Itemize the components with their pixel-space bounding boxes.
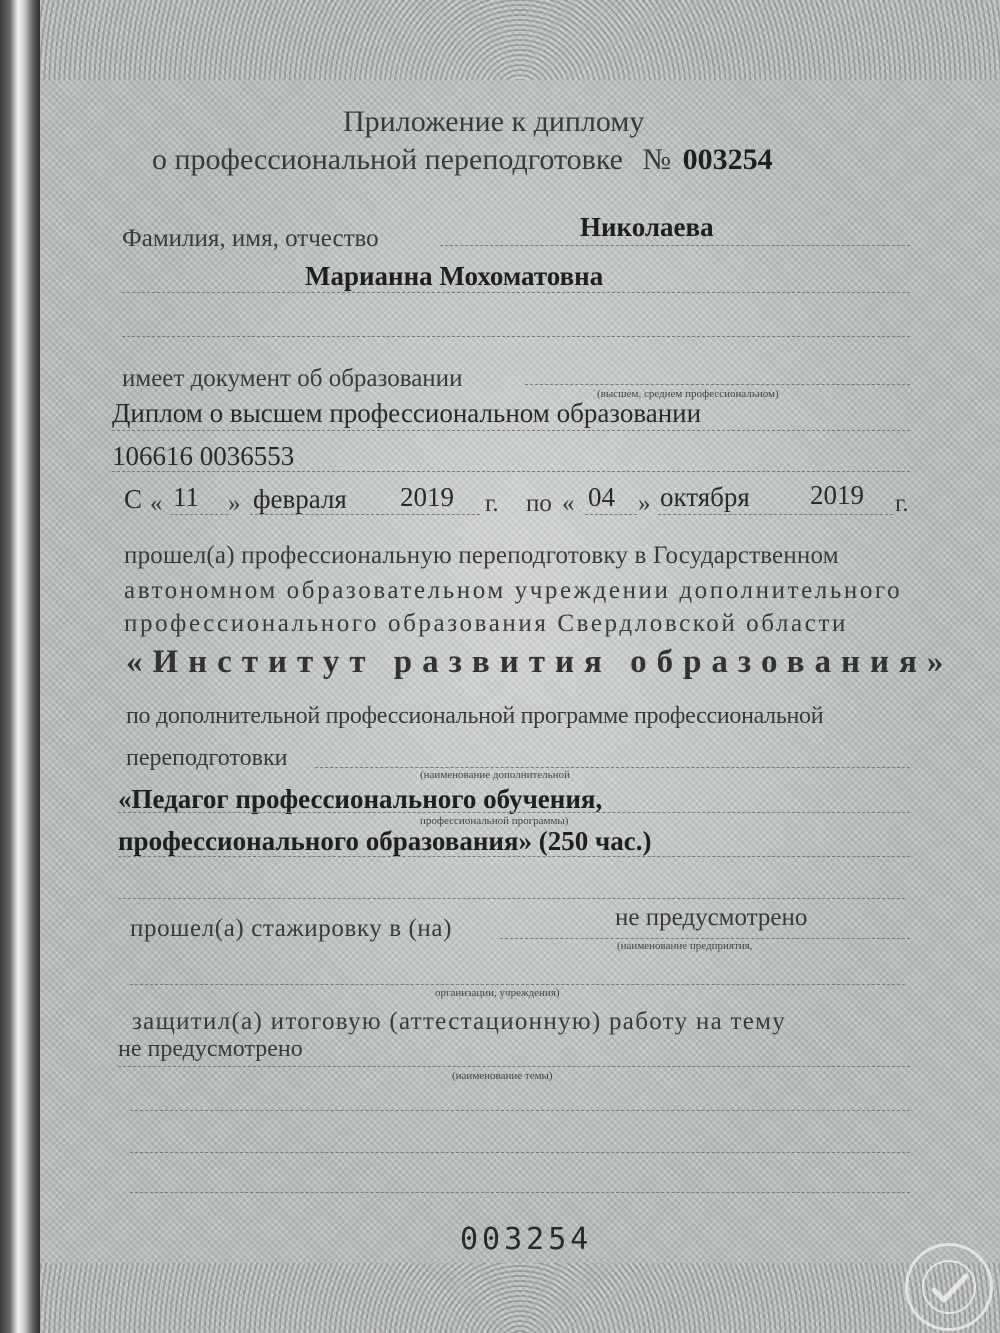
education-label: имеет документ об образовании xyxy=(122,365,463,392)
rule-program-2 xyxy=(118,812,910,813)
rule-education-1 xyxy=(525,384,910,385)
period-from-day: 11 xyxy=(173,482,199,512)
surname-value: Николаева xyxy=(580,212,714,242)
training-line-3: профессионального образования Свердловской области xyxy=(124,610,848,637)
training-line-1: прошел(а) профессиональную переподготовку в Государственном xyxy=(124,542,839,569)
internship-label: прошел(а) стажировку в (на) xyxy=(130,915,452,942)
guilloche-border-bottom xyxy=(40,1263,1000,1333)
rule-thesis-2 xyxy=(130,1110,910,1111)
guilloche-border-top xyxy=(40,0,1000,80)
number-sign: № xyxy=(642,143,672,176)
rule-to-month xyxy=(658,514,893,515)
rule-to-day xyxy=(585,514,637,515)
page-title: Приложение к диплому xyxy=(343,105,645,138)
rule-fio-3 xyxy=(122,336,910,337)
period-to-day: 04 xyxy=(588,482,615,512)
rule-internship-1 xyxy=(500,938,910,939)
diploma-supplement-page xyxy=(40,0,1000,1333)
program-name-line-2: профессионального образования» (250 час.) xyxy=(118,826,652,856)
thesis-label: защитил(а) итоговую (аттестационную) работу на тему xyxy=(132,1008,787,1035)
program-line-1: по дополнительной профессиональной программе профессиональной xyxy=(126,703,824,729)
year-suffix-to: г. xyxy=(895,490,909,517)
thesis-hint: (наименование темы) xyxy=(452,1070,553,1082)
rule-education-2 xyxy=(112,430,910,431)
rule-thesis-1 xyxy=(118,1066,910,1067)
internship-value: не предусмотрено xyxy=(615,904,808,931)
program-name-line-1: «Педагог профессионального обучения, xyxy=(118,784,603,814)
rule-from-day xyxy=(170,514,228,515)
education-doc-number: 106616 0036553 xyxy=(112,441,295,471)
period-from-year: 2019 xyxy=(400,482,454,512)
fio-label: Фамилия, имя, отчество xyxy=(122,225,379,252)
rule-from-month xyxy=(250,514,480,515)
period-to-prefix: по xyxy=(526,490,552,517)
quote-open-to: « xyxy=(562,490,575,517)
period-from-prefix: С xyxy=(124,484,143,514)
thesis-value: не предусмотрено xyxy=(118,1036,303,1062)
page-subtitle: о профессиональной переподготовке № 003254 xyxy=(152,143,773,176)
booklet-spine xyxy=(0,0,40,1333)
rule-internship-2 xyxy=(130,984,905,985)
rule-program-4 xyxy=(118,898,905,899)
training-line-2: автономном образовательном учреждении дополнительного xyxy=(124,577,903,604)
education-document: Диплом о высшем профессиональном образовании xyxy=(112,398,702,428)
verification-stamp xyxy=(905,1243,993,1331)
education-hint: (высшем, среднем профессиональном) xyxy=(597,388,779,400)
program-hint-2: профессиональной программы) xyxy=(420,815,569,827)
year-suffix-from: г. xyxy=(485,490,499,517)
name-value: Марианна Мохоматовна xyxy=(305,261,604,291)
rule-program-1 xyxy=(315,767,910,768)
program-line-2: переподготовки xyxy=(126,745,288,771)
diploma-number: 003254 xyxy=(682,143,773,176)
quote-open-from: « xyxy=(150,490,163,517)
rule-thesis-3 xyxy=(130,1152,910,1153)
institute-name: «Институт развития образования» xyxy=(126,644,954,680)
period-to-month: октября xyxy=(660,482,750,512)
internship-hint-2: организации, учреждения) xyxy=(435,987,560,999)
program-hint-1: (наименование дополнительной xyxy=(420,769,570,781)
period-to-year: 2019 xyxy=(810,480,864,510)
verification-stamp-icon xyxy=(908,1246,990,1328)
serial-number: 003254 xyxy=(460,1222,593,1257)
rule-education-3 xyxy=(112,471,910,472)
quote-close-to: » xyxy=(638,490,651,517)
internship-hint-1: (наименование предприятия, xyxy=(617,940,753,952)
rule-thesis-4 xyxy=(130,1192,910,1193)
period-from-month: февраля xyxy=(253,484,347,514)
rule-fio-2 xyxy=(122,292,910,293)
rule-fio-1 xyxy=(440,245,910,246)
rule-program-3 xyxy=(118,856,910,857)
quote-close-from: » xyxy=(228,490,241,517)
